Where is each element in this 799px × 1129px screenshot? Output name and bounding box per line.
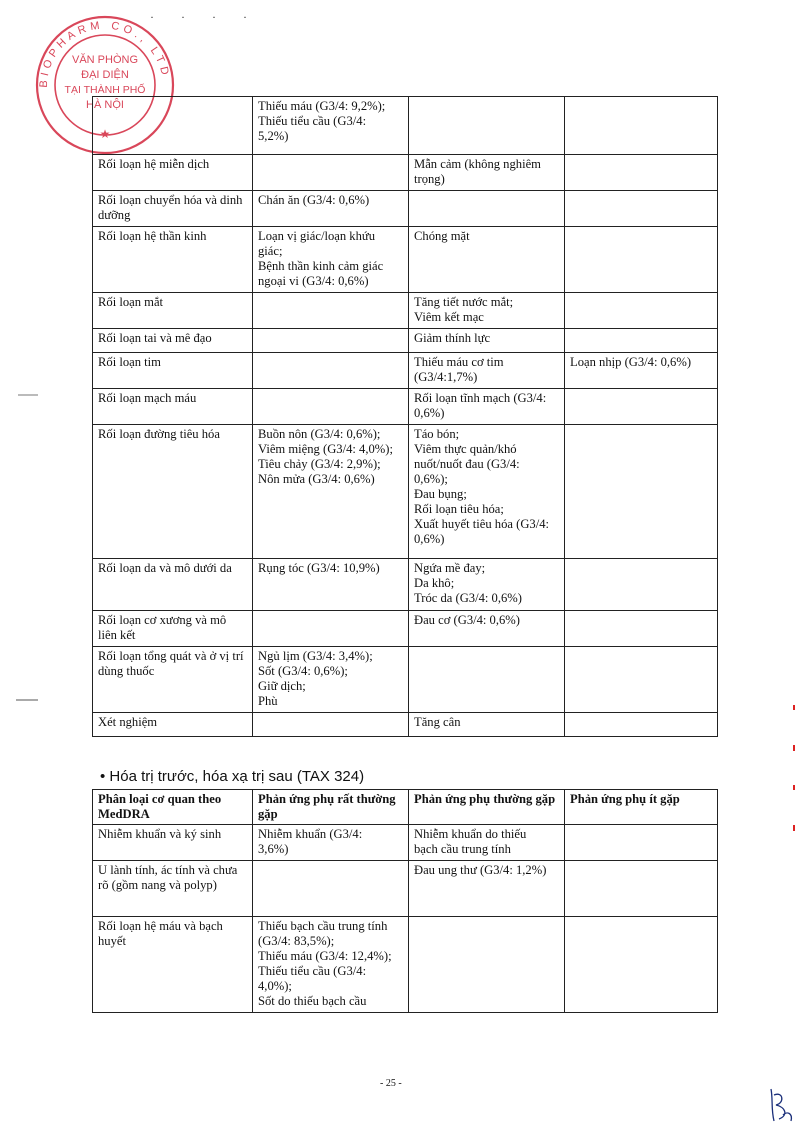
very-common-cell bbox=[253, 389, 409, 425]
common-cell bbox=[409, 713, 565, 737]
uncommon-cell bbox=[565, 227, 718, 293]
table-row bbox=[93, 559, 718, 611]
uncommon-cell bbox=[565, 191, 718, 227]
header-organ-class: Phân loại cơ quan theo MedDRA bbox=[93, 790, 253, 825]
uncommon-cell bbox=[565, 155, 718, 191]
cell-line: Ngủ lịm (G3/4: 3,4%); bbox=[258, 649, 373, 663]
uncommon-cell bbox=[565, 425, 718, 559]
very-common-cell bbox=[253, 647, 409, 713]
table-row bbox=[93, 155, 718, 191]
stamp-line-2: ĐẠI DIỆN bbox=[81, 69, 129, 81]
table-row bbox=[93, 353, 718, 389]
cell-line: Da khô; bbox=[414, 576, 455, 590]
initials-signature bbox=[765, 1085, 795, 1125]
common-cell bbox=[409, 293, 565, 329]
uncommon-cell bbox=[565, 825, 718, 861]
table-row bbox=[93, 97, 718, 155]
cell-line: Táo bón; bbox=[414, 427, 460, 441]
very-common-cell bbox=[253, 293, 409, 329]
table-row bbox=[93, 425, 718, 559]
very-common-cell bbox=[253, 227, 409, 293]
uncommon-cell bbox=[565, 97, 718, 155]
common-cell bbox=[409, 97, 565, 155]
cell-line: Giữ dịch; bbox=[258, 679, 306, 693]
uncommon-cell bbox=[565, 917, 718, 1013]
organ-class-cell bbox=[93, 97, 253, 155]
uncommon-cell bbox=[565, 713, 718, 737]
cell-line: bạch cầu trung tính bbox=[414, 842, 511, 856]
stamp-line-4: HÀ NỘI bbox=[86, 99, 124, 111]
organ-class-cell: Rối loạn mắt bbox=[93, 293, 253, 329]
uncommon-cell bbox=[565, 329, 718, 353]
uncommon-cell bbox=[565, 293, 718, 329]
cell-line: Tăng cân bbox=[414, 715, 461, 729]
cell-line: Thiếu máu cơ tim bbox=[414, 355, 504, 369]
organ-class-cell: Rối loạn tim bbox=[93, 353, 253, 389]
organ-class-cell: Rối loạn hệ máu và bạch huyết bbox=[93, 917, 253, 1013]
common-cell bbox=[409, 329, 565, 353]
uncommon-cell bbox=[565, 559, 718, 611]
cell-line: Viêm kết mạc bbox=[414, 310, 484, 324]
organ-class-cell: U lành tính, ác tính và chưa rõ (gồm nang và polyp) bbox=[93, 861, 253, 917]
table-row bbox=[93, 647, 718, 713]
very-common-cell bbox=[253, 825, 409, 861]
cell-line: Rụng tóc (G3/4: 10,9%) bbox=[258, 561, 380, 575]
cell-line: nuốt/nuốt đau (G3/4: bbox=[414, 457, 520, 471]
uncommon-cell bbox=[565, 611, 718, 647]
common-cell bbox=[409, 155, 565, 191]
very-common-cell bbox=[253, 155, 409, 191]
cell-line: Rối loạn tiêu hóa; bbox=[414, 502, 504, 516]
table-row bbox=[93, 861, 718, 917]
very-common-cell bbox=[253, 329, 409, 353]
stamp-ring-text: BIOPHARM CO., LTD bbox=[37, 19, 172, 89]
adverse-reactions-table-tax324 bbox=[92, 789, 718, 1013]
common-cell bbox=[409, 647, 565, 713]
cell-line: Nhiễm khuẩn (G3/4: bbox=[258, 827, 363, 841]
margin-red-marks bbox=[790, 705, 798, 835]
cell-line: Mẫn cảm (không nghiêm bbox=[414, 157, 541, 171]
cell-line: 0,6%); bbox=[414, 472, 448, 486]
organ-class-cell: Xét nghiệm bbox=[93, 713, 253, 737]
table-row bbox=[93, 227, 718, 293]
cell-line: Chán ăn (G3/4: 0,6%) bbox=[258, 193, 370, 207]
uncommon-cell bbox=[565, 861, 718, 917]
table-row bbox=[93, 917, 718, 1013]
table-row bbox=[93, 611, 718, 647]
very-common-cell bbox=[253, 353, 409, 389]
cell-line: giác; bbox=[258, 244, 283, 258]
uncommon-cell bbox=[565, 647, 718, 713]
very-common-cell bbox=[253, 97, 409, 155]
table-row bbox=[93, 329, 718, 353]
cell-line: Chóng mặt bbox=[414, 229, 470, 243]
cell-line: ngoại vi (G3/4: 0,6%) bbox=[258, 274, 369, 288]
cell-line: Xuất huyết tiêu hóa (G3/4: bbox=[414, 517, 550, 531]
scan-mark bbox=[16, 697, 38, 703]
cell-line: Viêm miệng (G3/4: 4,0%); bbox=[258, 442, 393, 456]
very-common-cell bbox=[253, 611, 409, 647]
cell-line: 0,6%) bbox=[414, 406, 445, 420]
cell-line: 3,6%) bbox=[258, 842, 289, 856]
cell-line: Viêm thực quản/khó bbox=[414, 442, 517, 456]
very-common-cell bbox=[253, 559, 409, 611]
organ-class-cell: Rối loạn cơ xương và mô liên kết bbox=[93, 611, 253, 647]
cell-line: 5,2%) bbox=[258, 129, 289, 143]
cell-line: Tróc da (G3/4: 0,6%) bbox=[414, 591, 522, 605]
cell-line: Sốt (G3/4: 0,6%); bbox=[258, 664, 348, 678]
table-row bbox=[93, 713, 718, 737]
table-row bbox=[93, 191, 718, 227]
adverse-reactions-table-1 bbox=[92, 96, 718, 737]
cell-line: Ngứa mề đay; bbox=[414, 561, 486, 575]
common-cell bbox=[409, 611, 565, 647]
cell-line: 0,6%) bbox=[414, 532, 445, 546]
very-common-cell bbox=[253, 425, 409, 559]
cell-line: Thiếu máu (G3/4: 9,2%); bbox=[258, 99, 386, 113]
uncommon-cell bbox=[565, 353, 718, 389]
stamp-star-icon: ★ bbox=[99, 127, 111, 141]
cell-line: Thiếu tiểu cầu (G3/4: bbox=[258, 964, 367, 978]
stamp-line-1: VĂN PHÒNG bbox=[71, 54, 139, 66]
page-number: - 25 - bbox=[380, 1078, 402, 1089]
organ-class-cell: Rối loạn chuyển hóa và dinh dưỡng bbox=[93, 191, 253, 227]
cell-line: Bệnh thần kinh cảm giác bbox=[258, 259, 384, 273]
cell-line: (G3/4:1,7%) bbox=[414, 370, 478, 384]
cell-line: Đau cơ (G3/4: 0,6%) bbox=[414, 613, 520, 627]
cell-line: Nôn mửa (G3/4: 0,6%) bbox=[258, 472, 375, 486]
cell-line: Tiêu chảy (G3/4: 2,9%); bbox=[258, 457, 381, 471]
cell-line: Thiếu bạch cầu trung tính bbox=[258, 919, 388, 933]
cell-line: Giảm thính lực bbox=[414, 331, 491, 345]
organ-class-cell: Rối loạn tai và mê đạo bbox=[93, 329, 253, 353]
cell-line: Rối loạn tĩnh mạch (G3/4: bbox=[414, 391, 547, 405]
very-common-cell bbox=[253, 713, 409, 737]
cell-line: Thiếu máu (G3/4: 12,4%); bbox=[258, 949, 392, 963]
table-row bbox=[93, 389, 718, 425]
organ-class-cell: Rối loạn đường tiêu hóa bbox=[93, 425, 253, 559]
organ-class-cell: Rối loạn da và mô dưới da bbox=[93, 559, 253, 611]
cell-line: Loạn vị giác/loạn khứu bbox=[258, 229, 375, 243]
common-cell bbox=[409, 917, 565, 1013]
cell-line: Đau ung thư (G3/4: 1,2%) bbox=[414, 863, 547, 877]
stamp-line-3: TẠI THÀNH PHỐ bbox=[64, 84, 146, 96]
common-cell bbox=[409, 559, 565, 611]
organ-class-cell: Rối loạn hệ thần kinh bbox=[93, 227, 253, 293]
cell-line: (G3/4: 83,5%); bbox=[258, 934, 335, 948]
very-common-cell bbox=[253, 861, 409, 917]
common-cell bbox=[409, 389, 565, 425]
very-common-cell bbox=[253, 191, 409, 227]
cell-line: Phù bbox=[258, 694, 278, 708]
common-cell bbox=[409, 425, 565, 559]
cell-line: 4,0%); bbox=[258, 979, 292, 993]
very-common-cell bbox=[253, 917, 409, 1013]
section-title: • Hóa trị trước, hóa xạ trị sau (TAX 324) bbox=[100, 768, 365, 785]
cell-line: Loạn nhịp (G3/4: 0,6%) bbox=[570, 355, 692, 369]
common-cell bbox=[409, 353, 565, 389]
cell-line: trọng) bbox=[414, 172, 445, 186]
cell-line: Đau bụng; bbox=[414, 487, 467, 501]
cell-line: Nhiễm khuẩn do thiếu bbox=[414, 827, 527, 841]
scan-mark bbox=[18, 392, 38, 398]
table-row bbox=[93, 825, 718, 861]
common-cell bbox=[409, 227, 565, 293]
table-header-row bbox=[93, 790, 718, 825]
organ-class-cell: Rối loạn hệ miễn dịch bbox=[93, 155, 253, 191]
table-row bbox=[93, 293, 718, 329]
scan-dots: · · · · bbox=[150, 10, 259, 24]
organ-class-cell: Nhiễm khuẩn và ký sinh bbox=[93, 825, 253, 861]
uncommon-cell bbox=[565, 389, 718, 425]
header-very-common: Phản ứng phụ rất thường gặp bbox=[253, 790, 409, 825]
cell-line: Sốt do thiếu bạch cầu bbox=[258, 994, 367, 1008]
header-common: Phản ứng phụ thường gặp bbox=[409, 790, 565, 825]
cell-line: Buồn nôn (G3/4: 0,6%); bbox=[258, 427, 381, 441]
common-cell bbox=[409, 825, 565, 861]
common-cell bbox=[409, 861, 565, 917]
organ-class-cell: Rối loạn tổng quát và ở vị trí dùng thuốc bbox=[93, 647, 253, 713]
header-uncommon: Phản ứng phụ ít gặp bbox=[565, 790, 718, 825]
cell-line: Tăng tiết nước mắt; bbox=[414, 295, 514, 309]
cell-line: Thiếu tiểu cầu (G3/4: bbox=[258, 114, 367, 128]
common-cell bbox=[409, 191, 565, 227]
organ-class-cell: Rối loạn mạch máu bbox=[93, 389, 253, 425]
